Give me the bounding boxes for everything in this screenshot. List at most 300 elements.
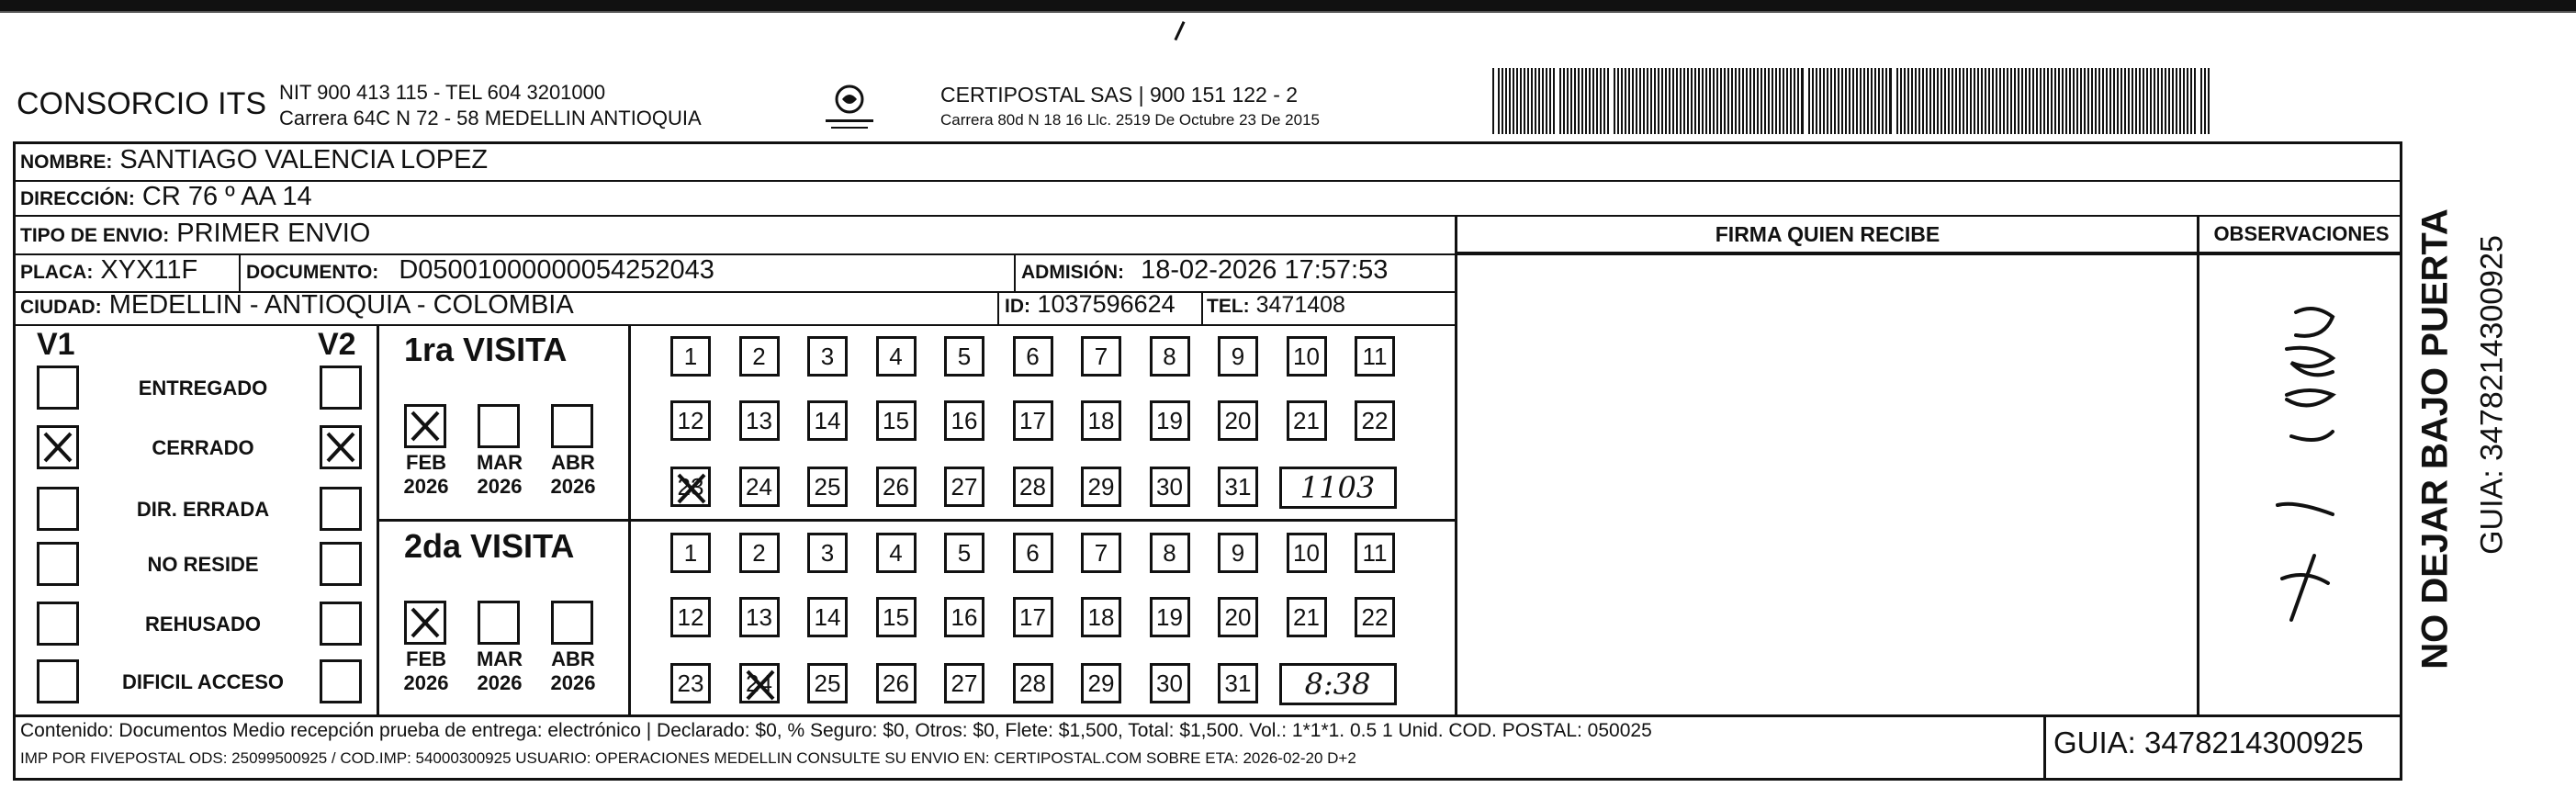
barcode-bar	[2007, 68, 2008, 134]
day-box[interactable]: 1	[670, 533, 711, 573]
pen-mark	[1156, 13, 1186, 41]
nombre-label: NOMBRE:	[20, 152, 113, 173]
barcode-bar	[1738, 68, 1740, 134]
tel-field	[1207, 292, 1345, 319]
day-box[interactable]: 3	[807, 533, 848, 573]
barcode-bar	[2117, 68, 2119, 134]
nombre-value: SANTIAGO VALENCIA LOPEZ	[119, 145, 489, 174]
day-box[interactable]: 18	[1081, 597, 1121, 637]
day-box[interactable]: 1	[670, 336, 711, 377]
barcode-bar	[1628, 68, 1630, 134]
id-field	[1005, 290, 1176, 319]
certipostal-logo	[822, 83, 877, 134]
v2-checkbox[interactable]	[320, 659, 362, 703]
barcode-bar	[2062, 68, 2064, 134]
barcode-bar	[2014, 68, 2016, 134]
status-label: DIR. ERRADA	[136, 498, 270, 521]
barcode-bar	[2106, 68, 2108, 134]
day-mark	[742, 666, 779, 714]
barcode-bar	[1896, 68, 1898, 134]
month-label: ABR	[551, 451, 595, 474]
barcode-bar	[1929, 68, 1931, 134]
direccion-field	[20, 182, 312, 212]
barcode-bar	[2021, 68, 2023, 134]
barcode-bar	[1581, 68, 1583, 134]
id-label: ID:	[1005, 296, 1030, 317]
barcode-bar	[1874, 68, 1876, 134]
barcode-bar	[2200, 68, 2202, 134]
barcode-bar	[1735, 68, 1737, 134]
barcode-bar	[1702, 68, 1704, 134]
barcode-bar	[2084, 68, 2086, 134]
day-box[interactable]: 16	[944, 597, 984, 637]
documento-label: DOCUMENTO:	[246, 262, 379, 283]
day-box[interactable]: 7	[1081, 533, 1121, 573]
barcode-bar	[1720, 68, 1722, 134]
day-box[interactable]: 28	[1013, 467, 1053, 507]
barcode-bar	[2076, 68, 2078, 134]
barcode-bar	[2047, 68, 2049, 134]
company-nit: NIT 900 413 115 - TEL 604 3201000	[279, 81, 606, 104]
day-box[interactable]: 16	[944, 400, 984, 441]
barcode-bar	[1683, 68, 1685, 134]
tel-value: 3471408	[1255, 292, 1345, 318]
barcode-bar	[2109, 68, 2111, 134]
v2-checkbox[interactable]	[320, 602, 362, 646]
day-box[interactable]: 29	[1081, 663, 1121, 703]
barcode-bar	[1845, 68, 1847, 134]
barcode-bar	[1863, 68, 1865, 134]
barcode-bar	[1705, 68, 1707, 134]
barcode-bar	[1553, 68, 1555, 134]
ciudad-label: CIUDAD:	[20, 297, 102, 318]
day-box[interactable]: 20	[1218, 400, 1258, 441]
documento-value: D05001000000054252043	[399, 255, 714, 285]
barcode-bar	[1871, 68, 1873, 134]
admision-field	[1021, 255, 1388, 286]
day-box[interactable]: 11	[1355, 336, 1395, 377]
barcode-bar	[1834, 68, 1836, 134]
barcode-bar	[1742, 68, 1744, 134]
status-label: DIFICIL ACCESO	[121, 670, 284, 693]
day-box[interactable]: 5	[944, 336, 984, 377]
barcode-bar	[1816, 68, 1817, 134]
barcode-bar	[1731, 68, 1733, 134]
barcode-bar	[1603, 68, 1605, 134]
barcode-bar	[1801, 68, 1804, 134]
day-box[interactable]: 31	[1218, 663, 1258, 703]
month-checkbox[interactable]	[551, 404, 593, 448]
barcode-bar	[2176, 68, 2177, 134]
barcode-bar	[1589, 68, 1591, 134]
day-box[interactable]: 27	[944, 663, 984, 703]
day-box[interactable]: 8	[1150, 336, 1190, 377]
barcode-bar	[1823, 68, 1825, 134]
barcode-bar	[1680, 68, 1682, 134]
handwritten-time-box: 8:38	[1279, 663, 1397, 705]
side-warning: NO DEJAR BAJO PUERTA	[2414, 208, 2456, 669]
barcode-bar	[1974, 68, 1975, 134]
barcode-bar	[2143, 68, 2144, 134]
visit-title: 1ra VISITA	[404, 331, 568, 368]
barcode-bar	[1607, 68, 1609, 134]
day-box[interactable]: 22	[1355, 400, 1395, 441]
barcode-bar	[2113, 68, 2115, 134]
day-box[interactable]: 12	[670, 400, 711, 441]
barcode-bar	[1981, 68, 1983, 134]
barcode-bar	[1709, 68, 1711, 134]
barcode-bar	[2157, 68, 2159, 134]
barcode	[1492, 68, 2218, 134]
barcode-bar	[1658, 68, 1659, 134]
day-box[interactable]: 13	[739, 400, 780, 441]
barcode-bar	[1856, 68, 1858, 134]
barcode-bar	[2146, 68, 2148, 134]
day-box[interactable]: 9	[1218, 336, 1258, 377]
placa-value: XYX11F	[100, 255, 198, 285]
barcode-bar	[1790, 68, 1792, 134]
barcode-bar	[1524, 68, 1525, 134]
month-label: FEB	[406, 451, 446, 474]
day-box[interactable]: 24	[739, 663, 780, 703]
barcode-bar	[1988, 68, 1990, 134]
barcode-bar	[1963, 68, 1964, 134]
day-box[interactable]: 19	[1150, 400, 1190, 441]
barcode-bar	[1505, 68, 1507, 134]
barcode-bar	[1775, 68, 1777, 134]
placa-label: PLACA:	[20, 262, 94, 283]
barcode-bar	[1996, 68, 1997, 134]
barcode-bar	[1650, 68, 1652, 134]
barcode-bar	[1937, 68, 1939, 134]
tipo-envio-label: TIPO DE ENVIO:	[20, 225, 170, 246]
barcode-bar	[2003, 68, 2005, 134]
status-label: CERRADO	[152, 436, 254, 459]
barcode-bar	[1970, 68, 1972, 134]
barcode-bar	[1513, 68, 1514, 134]
day-box[interactable]: 13	[739, 597, 780, 637]
carrier-address: Carrera 80d N 18 16 Llc. 2519 De Octubre 23 De 2015	[940, 111, 1320, 129]
barcode-bar	[1727, 68, 1729, 134]
day-box[interactable]: 31	[1218, 467, 1258, 507]
v1-checkbox[interactable]	[37, 487, 79, 531]
barcode-bar	[1768, 68, 1770, 134]
barcode-bar	[1716, 68, 1718, 134]
top-border	[0, 0, 2576, 11]
barcode-bar	[1636, 68, 1637, 134]
v2-checkbox[interactable]	[320, 542, 362, 586]
day-box[interactable]: 22	[1355, 597, 1395, 637]
barcode-bar	[1867, 68, 1869, 134]
barcode-bar	[1944, 68, 1946, 134]
barcode-bar	[2120, 68, 2122, 134]
barcode-bar	[2179, 68, 2181, 134]
barcode-bar	[1830, 68, 1832, 134]
day-box[interactable]: 4	[876, 533, 917, 573]
barcode-bar	[2040, 68, 2042, 134]
day-box[interactable]: 19	[1150, 597, 1190, 637]
v2-checkbox[interactable]	[320, 366, 362, 410]
direccion-label: DIRECCIÓN:	[20, 188, 135, 209]
barcode-bar	[1746, 68, 1748, 134]
barcode-bar	[1563, 68, 1565, 134]
tel-label: TEL:	[1207, 296, 1250, 317]
admision-value: 18-02-2026 17:57:53	[1141, 255, 1389, 285]
barcode-bar	[1661, 68, 1663, 134]
barcode-bar	[2194, 68, 2196, 134]
barcode-bar	[2095, 68, 2097, 134]
day-box[interactable]: 11	[1355, 533, 1395, 573]
barcode-bar	[2132, 68, 2133, 134]
barcode-bar	[1542, 68, 1544, 134]
barcode-bar	[1992, 68, 1994, 134]
ciudad-value: MEDELLIN - ANTIOQUIA - COLOMBIA	[108, 290, 574, 320]
barcode-bar	[1698, 68, 1700, 134]
visit-title: 2da VISITA	[404, 527, 575, 565]
day-box[interactable]: 6	[1013, 533, 1053, 573]
tipo-envio-field	[20, 219, 370, 249]
day-box[interactable]: 2	[739, 533, 780, 573]
barcode-bar	[1907, 68, 1909, 134]
barcode-bar	[1922, 68, 1924, 134]
barcode-bar	[1999, 68, 2001, 134]
footer-guia: GUIA: 3478214300925	[2053, 726, 2364, 759]
barcode-bar	[1549, 68, 1551, 134]
day-box[interactable]: 18	[1081, 400, 1121, 441]
day-box[interactable]: 20	[1218, 597, 1258, 637]
day-box[interactable]: 15	[876, 597, 917, 637]
year-label: 2026	[403, 671, 449, 694]
month-checkbox[interactable]	[478, 404, 520, 448]
barcode-bar	[1527, 68, 1529, 134]
barcode-bar	[1933, 68, 1935, 134]
barcode-bar	[2080, 68, 2082, 134]
day-box[interactable]: 5	[944, 533, 984, 573]
barcode-bar	[2010, 68, 2012, 134]
status-label: REHUSADO	[145, 613, 261, 636]
barcode-bar	[2065, 68, 2067, 134]
barcode-bar	[2069, 68, 2071, 134]
barcode-bar	[1625, 68, 1626, 134]
barcode-bar	[1585, 68, 1587, 134]
ciudad-field	[20, 290, 574, 321]
barcode-bar	[1665, 68, 1667, 134]
v1-checkbox[interactable]	[37, 659, 79, 703]
day-box[interactable]: 10	[1287, 336, 1327, 377]
day-box[interactable]: 23	[670, 467, 711, 507]
v1-checkbox[interactable]	[37, 542, 79, 586]
day-box[interactable]: 12	[670, 597, 711, 637]
day-box[interactable]: 8	[1150, 533, 1190, 573]
id-value: 1037596624	[1037, 290, 1176, 318]
admision-label: ADMISIÓN:	[1021, 262, 1124, 283]
day-mark	[673, 469, 710, 517]
barcode-bar	[1632, 68, 1634, 134]
barcode-bar	[1827, 68, 1828, 134]
barcode-bar	[1724, 68, 1726, 134]
status-label: NO RESIDE	[147, 553, 259, 576]
barcode-bar	[1592, 68, 1594, 134]
day-box[interactable]: 3	[807, 336, 848, 377]
barcode-bar	[1538, 68, 1540, 134]
barcode-bar	[1760, 68, 1762, 134]
barcode-bar	[1647, 68, 1648, 134]
month-checkbox[interactable]	[404, 404, 446, 448]
barcode-bar	[2204, 68, 2206, 134]
barcode-bar	[2102, 68, 2104, 134]
v1-checkbox[interactable]	[37, 425, 79, 469]
day-box[interactable]: 30	[1150, 467, 1190, 507]
barcode-bar	[2091, 68, 2093, 134]
barcode-bar	[2187, 68, 2188, 134]
day-box[interactable]: 6	[1013, 336, 1053, 377]
barcode-bar	[1882, 68, 1884, 134]
barcode-bar	[1852, 68, 1854, 134]
barcode-bar	[1926, 68, 1928, 134]
day-box[interactable]: 21	[1287, 597, 1327, 637]
barcode-bar	[1520, 68, 1522, 134]
barcode-bar	[1713, 68, 1715, 134]
barcode-bar	[1753, 68, 1755, 134]
day-box[interactable]: 2	[739, 336, 780, 377]
day-box[interactable]: 26	[876, 467, 917, 507]
barcode-bar	[1772, 68, 1773, 134]
direccion-value: CR 76 º AA 14	[141, 182, 312, 211]
barcode-bar	[1808, 68, 1810, 134]
barcode-bar	[1966, 68, 1968, 134]
day-box[interactable]: 27	[944, 467, 984, 507]
barcode-bar	[1578, 68, 1580, 134]
company-address: Carrera 64C N 72 - 58 MEDELLIN ANTIOQUIA	[279, 107, 702, 129]
barcode-bar	[2029, 68, 2030, 134]
day-box[interactable]: 29	[1081, 467, 1121, 507]
day-box[interactable]: 26	[876, 663, 917, 703]
day-box[interactable]: 25	[807, 663, 848, 703]
barcode-bar	[2208, 68, 2210, 134]
day-box[interactable]: 23	[670, 663, 711, 703]
barcode-bar	[2098, 68, 2100, 134]
barcode-bar	[2150, 68, 2152, 134]
v1-header: V1	[37, 327, 75, 362]
barcode-bar	[1654, 68, 1656, 134]
barcode-bar	[2043, 68, 2045, 134]
month-checkbox[interactable]	[404, 601, 446, 645]
barcode-bar	[2058, 68, 2060, 134]
barcode-bar	[1764, 68, 1766, 134]
barcode-bar	[1621, 68, 1623, 134]
barcode-bar	[1531, 68, 1533, 134]
year-label: 2026	[550, 671, 596, 694]
barcode-bar	[1819, 68, 1821, 134]
day-box[interactable]: 17	[1013, 400, 1053, 441]
day-box[interactable]: 15	[876, 400, 917, 441]
barcode-bar	[2054, 68, 2056, 134]
barcode-bar	[1672, 68, 1674, 134]
v2-header: V2	[318, 327, 356, 362]
v2-checkbox[interactable]	[320, 487, 362, 531]
month-label: FEB	[406, 647, 446, 670]
company-name: CONSORCIO ITS	[17, 86, 267, 121]
barcode-bar	[2036, 68, 2038, 134]
barcode-bar	[2168, 68, 2170, 134]
barcode-bar	[1838, 68, 1839, 134]
barcode-bar	[1812, 68, 1814, 134]
day-box[interactable]: 10	[1287, 533, 1327, 573]
barcode-bar	[1757, 68, 1759, 134]
month-label: MAR	[476, 451, 523, 474]
v1-checkbox[interactable]	[37, 366, 79, 410]
barcode-bar	[1977, 68, 1979, 134]
barcode-bar	[2025, 68, 2027, 134]
day-box[interactable]: 28	[1013, 663, 1053, 703]
barcode-bar	[1567, 68, 1569, 134]
barcode-bar	[1617, 68, 1619, 134]
barcode-bar	[2032, 68, 2034, 134]
footer-imp: IMP POR FIVEPOSTAL ODS: 25099500925 / COD.IMP: 54000300925 USUARIO: OPERACIONES MEDELLIN CONSULTE SU ENVIO EN: CERTIPOSTAL.COM SOBRE ETA: 2026-02-20 D+2	[20, 749, 1356, 767]
barcode-bar	[2128, 68, 2130, 134]
barcode-bar	[1643, 68, 1645, 134]
barcode-bar	[1948, 68, 1950, 134]
day-box[interactable]: 25	[807, 467, 848, 507]
barcode-bar	[2165, 68, 2166, 134]
barcode-bar	[2135, 68, 2137, 134]
firma-header: FIRMA QUIEN RECIBE	[1715, 222, 1940, 246]
tipo-envio-value: PRIMER ENVIO	[176, 219, 371, 248]
barcode-bar	[1596, 68, 1598, 134]
barcode-bar	[1614, 68, 1615, 134]
barcode-bar	[1492, 68, 1494, 134]
barcode-bar	[1694, 68, 1696, 134]
barcode-bar	[1794, 68, 1795, 134]
v1-checkbox[interactable]	[37, 602, 79, 646]
day-box[interactable]: 14	[807, 400, 848, 441]
day-box[interactable]: 21	[1287, 400, 1327, 441]
barcode-bar	[2018, 68, 2019, 134]
year-label: 2026	[403, 475, 449, 498]
barcode-bar	[2190, 68, 2192, 134]
month-checkbox[interactable]	[478, 601, 520, 645]
status-label: ENTREGADO	[138, 377, 268, 399]
year-label: 2026	[550, 475, 596, 498]
nombre-field	[20, 145, 488, 175]
barcode-bar	[1574, 68, 1576, 134]
day-box[interactable]: 4	[876, 336, 917, 377]
barcode-bar	[1849, 68, 1850, 134]
day-box[interactable]: 30	[1150, 663, 1190, 703]
barcode-bar	[1911, 68, 1913, 134]
barcode-bar	[1783, 68, 1784, 134]
barcode-bar	[1509, 68, 1511, 134]
v2-checkbox[interactable]	[320, 425, 362, 469]
barcode-bar	[1940, 68, 1942, 134]
day-box[interactable]: 9	[1218, 533, 1258, 573]
observaciones-header: OBSERVACIONES	[2213, 222, 2390, 245]
barcode-bar	[1889, 68, 1892, 134]
barcode-bar	[1786, 68, 1788, 134]
barcode-bar	[1955, 68, 1957, 134]
barcode-bar	[1878, 68, 1880, 134]
day-box[interactable]: 7	[1081, 336, 1121, 377]
barcode-bar	[1918, 68, 1920, 134]
placa-field	[20, 255, 197, 286]
barcode-bar	[1498, 68, 1500, 134]
day-box[interactable]: 14	[807, 597, 848, 637]
month-checkbox[interactable]	[551, 601, 593, 645]
day-box[interactable]: 17	[1013, 597, 1053, 637]
barcode-bar	[1959, 68, 1961, 134]
year-label: 2026	[477, 475, 523, 498]
day-box[interactable]: 24	[739, 467, 780, 507]
